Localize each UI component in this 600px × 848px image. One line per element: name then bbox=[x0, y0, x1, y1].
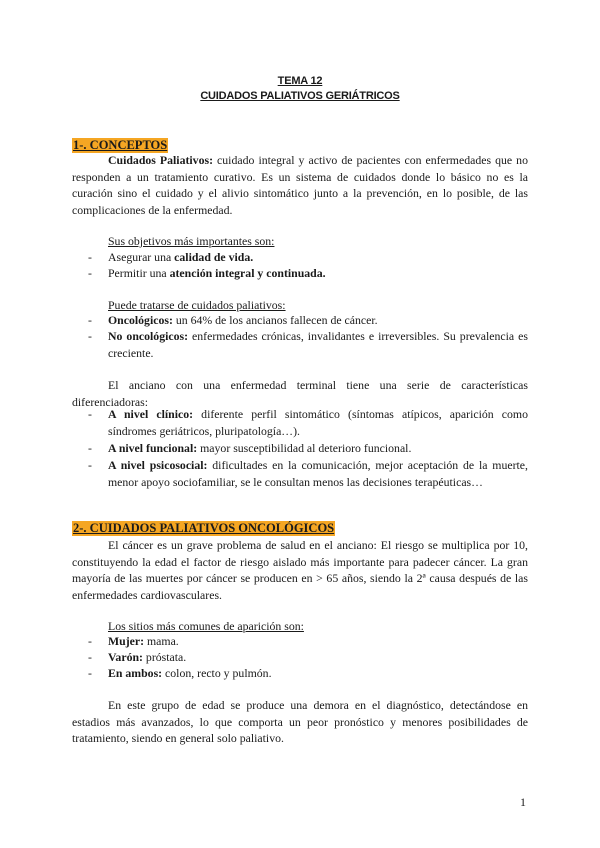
item-bold: Varón: bbox=[108, 650, 143, 664]
cancer-intro-paragraph: El cáncer es un grave problema de salud en el anciano: El riesgo se multiplica por 10, constituyendo la edad el factor de riesgo aislado más importante para padecer cáncer. La gran mayoría de las muertes por cáncer se producen en > 65 años, siendo la 2ª causa después de las enfermedades cardiovasculares. bbox=[72, 538, 528, 602]
dash-marker: - bbox=[88, 407, 92, 421]
item-bold: calidad de vida. bbox=[174, 250, 254, 264]
types-title: Puede tratarse de cuidados paliativos: bbox=[108, 298, 286, 312]
list-item bbox=[88, 265, 528, 282]
definition-text: cuidado integral y activo de pacientes con enfermedades que no responden a un tratamiento curativo. Es un sistema de cuidados donde lo básico no es la curación sino el cuidado y el alivio sintomático junto a la prevención, en lo posible, de las complicaciones de la enfermedad. bbox=[72, 153, 528, 217]
list-item bbox=[88, 406, 528, 439]
item-text: dificultades en la comunicación, mejor aceptación de la muerte, menor apoyo sociofamiliar, se le consultan menos las decisiones terapéuticas… bbox=[108, 458, 528, 489]
item-text: un 64% de los ancianos fallecen de cáncer. bbox=[172, 313, 378, 327]
list-item bbox=[88, 312, 528, 329]
topic-label: TEMA 12 bbox=[277, 75, 323, 87]
item-bold: A nivel funcional: bbox=[108, 441, 198, 455]
item-text: Asegurar una bbox=[108, 250, 175, 264]
closing-paragraph: En este grupo de edad se produce una demora en el diagnóstico, detectándose en estadios más avanzados, lo que comporta un peor pronóstico y menores posibilidades de tratamiento, siendo en general solo paliativo. bbox=[72, 698, 528, 745]
dash-marker: - bbox=[88, 313, 92, 327]
item-text: mayor susceptibilidad al deterioro funcional. bbox=[197, 441, 412, 455]
dash-marker: - bbox=[88, 666, 92, 680]
page-number: 1 bbox=[520, 795, 526, 809]
list-item bbox=[88, 649, 528, 666]
elderly-intro-paragraph: El anciano con una enfermedad terminal tiene una serie de características diferenciadoras: bbox=[72, 378, 528, 409]
list-item bbox=[88, 633, 528, 650]
dash-marker: - bbox=[88, 250, 92, 264]
definition-term: Cuidados Paliativos: bbox=[108, 153, 213, 167]
item-bold: atención integral y continuada. bbox=[169, 266, 326, 280]
item-text: colon, recto y pulmón. bbox=[162, 666, 272, 680]
item-text: Permitir una bbox=[108, 266, 170, 280]
dash-marker: - bbox=[88, 458, 92, 472]
item-bold: En ambos: bbox=[108, 666, 163, 680]
list-item bbox=[88, 328, 528, 361]
list-item bbox=[88, 440, 528, 457]
item-bold: No oncológicos: bbox=[108, 329, 189, 343]
item-text: próstata. bbox=[142, 650, 187, 664]
section-heading-conceptos: 1-. CONCEPTOS bbox=[73, 138, 168, 152]
item-text: enfermedades crónicas, invalidantes e irreversibles. Su prevalencia es creciente. bbox=[108, 329, 528, 360]
dash-marker: - bbox=[88, 634, 92, 648]
document-title: CUIDADOS PALIATIVOS GERIÁTRICOS bbox=[200, 90, 400, 102]
item-bold: Mujer: bbox=[108, 634, 145, 648]
list-item bbox=[88, 249, 528, 266]
dash-marker: - bbox=[88, 266, 92, 280]
item-bold: A nivel psicosocial: bbox=[108, 458, 208, 472]
item-text: mama. bbox=[144, 634, 179, 648]
item-bold: Oncológicos: bbox=[108, 313, 173, 327]
sites-title: Los sitios más comunes de aparición son: bbox=[108, 619, 304, 633]
item-text: diferente perfil sintomático (síntomas atípicos, aparición como síndromes geriátricos, pluripatología…). bbox=[108, 407, 528, 438]
objectives-title: Sus objetivos más importantes son: bbox=[108, 234, 275, 248]
dash-marker: - bbox=[88, 650, 92, 664]
list-item bbox=[88, 457, 528, 490]
definition-paragraph bbox=[72, 152, 528, 218]
item-bold: A nivel clínico: bbox=[108, 407, 194, 421]
dash-marker: - bbox=[88, 441, 92, 455]
dash-marker: - bbox=[88, 329, 92, 343]
section-heading-oncologicos: 2-. CUIDADOS PALIATIVOS ONCOLÓGICOS bbox=[73, 521, 335, 535]
list-item bbox=[88, 665, 528, 682]
